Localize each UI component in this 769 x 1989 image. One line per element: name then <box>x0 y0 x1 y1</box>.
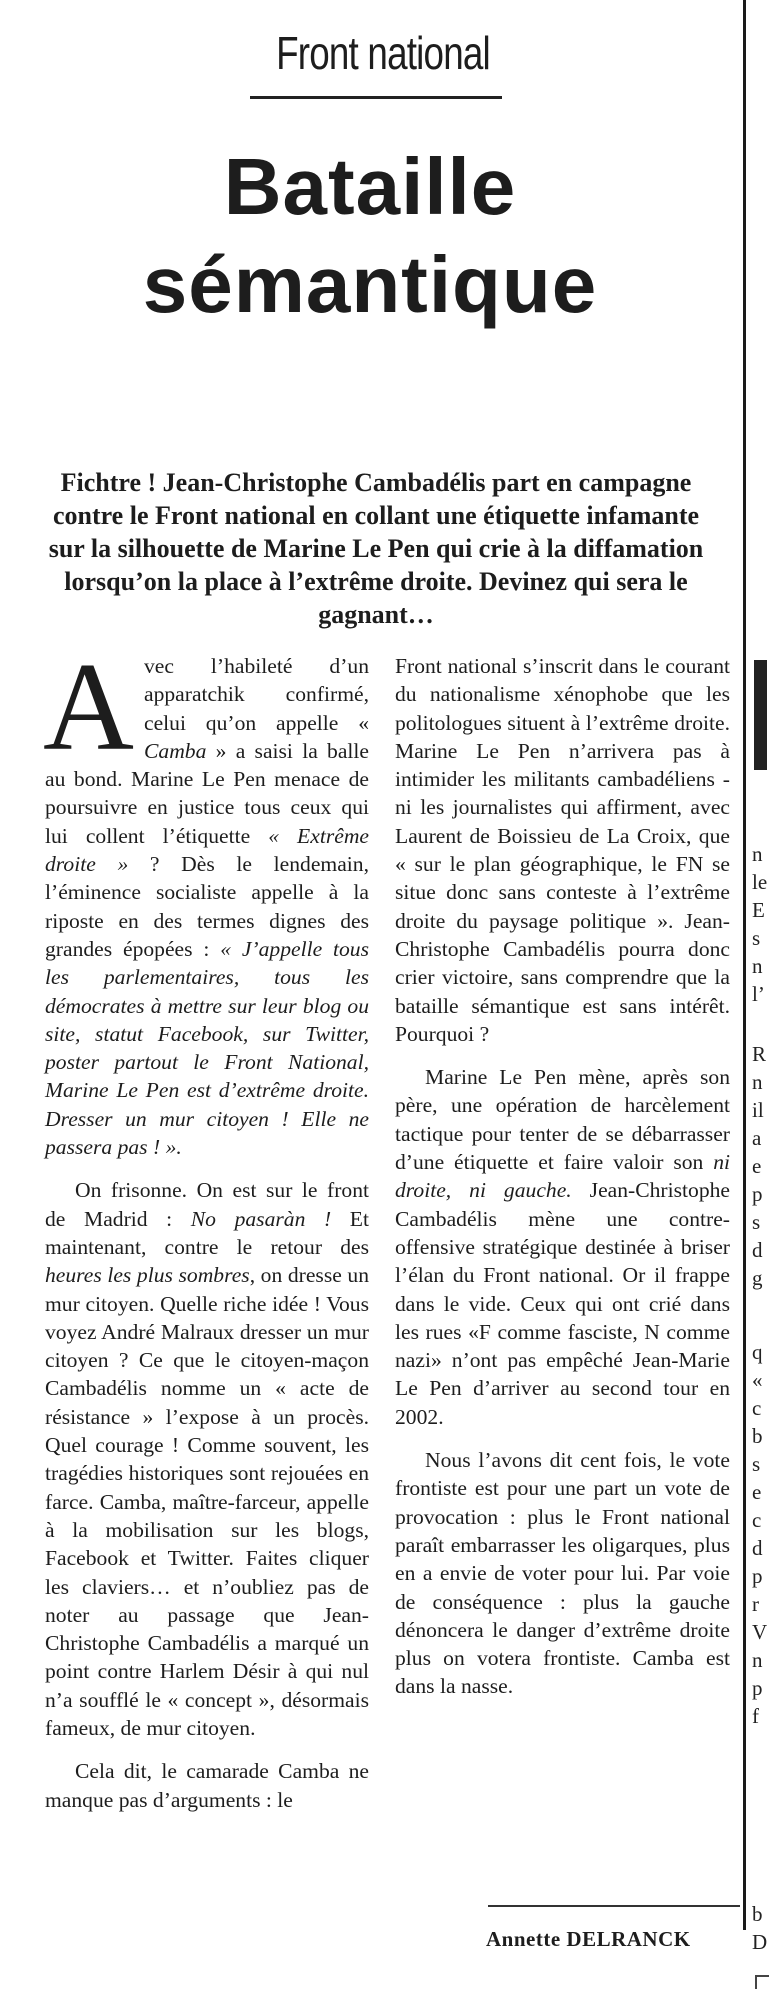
section-rubric: Front national <box>276 27 490 79</box>
headline: Bataille sémantique <box>142 142 598 329</box>
cropped-letter: q <box>752 1340 763 1364</box>
cropped-letter: e <box>752 1480 762 1504</box>
cropped-box <box>755 1975 769 1989</box>
cropped-letter: f <box>752 1704 759 1728</box>
cropped-letter: c <box>752 1396 762 1420</box>
paragraph: Nous l’avons dit cent fois, le vote frontiste est pour une part un vote de provocation : plus le Front national paraît embarrasser les oligarques, plus en a envie de voter pour lui. Par voie de conséquence : plus la gauche dénoncera le danger d’extrême droite plus on votera frontiste. Camba est dans la nasse. <box>395 1448 730 1699</box>
cropped-letter: g <box>752 1266 763 1290</box>
cropped-drop-cap <box>754 660 767 770</box>
cropped-letter: V <box>752 1620 768 1644</box>
cropped-letter: p <box>752 1182 763 1206</box>
cropped-letter: p <box>752 1564 763 1588</box>
cropped-letter: s <box>752 1210 761 1234</box>
cropped-letter: R <box>752 1042 767 1066</box>
cropped-letter: a <box>752 1126 762 1150</box>
cropped-letter: b <box>752 1902 763 1926</box>
cropped-letter: n <box>752 1648 763 1672</box>
cropped-letter: « <box>752 1368 763 1392</box>
byline: Annette DELRANCK <box>486 1927 691 1951</box>
paragraph: On frisonne. On est sur le front de Madrid : No pasaràn ! Et maintenant, contre le retour des heures les plus sombres, on dresse un mur citoyen. Quelle riche idée ! Vous voyez André Malraux dresser un mur citoyen ? Ce que le citoyen-maçon Cambadélis nomme un « acte de résistance » l’expose à un procès. Quel courage ! Comme souvent, les tragédies historiques sont rejouées en farce. Camba, maître-farceur, appelle à la mobilisation sur les blogs, Facebook et Twitter. Faites cliquer les claviers… et n’oubliez pas de noter au passage que Jean-Christophe Cambadélis a marqué un point contre Harlem Désir à qui nul n’a soufflé le « concept », désormais fameux, de mur citoyen. <box>45 1178 369 1740</box>
column-divider <box>743 0 746 1930</box>
cropped-letter: d <box>752 1536 763 1560</box>
cropped-letter: E <box>752 898 765 922</box>
standfirst: Fichtre ! Jean-Christophe Cambadélis part en campagne contre le Front national en collant une étiquette infamante sur la silhouette de Marine Le Pen qui crie à la diffamation lorsqu’on la place à l’extrême droite. Devinez qui sera le gagnant… <box>48 468 704 629</box>
cropped-letter: l’ <box>752 982 765 1006</box>
cropped-letter: e <box>752 1154 762 1178</box>
paragraph: Avec l’habileté d’un apparatchik confirmé, celui qu’on appelle « Camba » a saisi la balle au bond. Marine Le Pen menace de poursuivre en justice tous ceux qui lui collent l’étiquette « Extrême droite » ? Dès le lendemain, l’éminence socialiste appelle à la riposte en des termes dignes des grandes épopées : « J’appelle tous les parlementaires, tous les démocrates à mettre sur leur blog ou site, statut Facebook, sur Twitter, poster partout le Front National, Marine Le Pen est d’extrême droite. Dresser un mur citoyen ! Elle ne passera pas ! ». <box>43 638 369 1160</box>
cropped-letter: n <box>752 1070 763 1094</box>
article-column-2 <box>395 652 730 1716</box>
paragraph: Cela dit, le camarade Camba ne manque pas d’arguments : le <box>45 1759 369 1812</box>
cropped-letter: p <box>752 1676 763 1700</box>
next-article-edge <box>752 0 769 1989</box>
cropped-letter: d <box>752 1238 763 1262</box>
paragraph: Marine Le Pen mène, après son père, une opération de harcèlement tactique pour tenter de se débarrasser d’une étiquette et faire valoir son ni droite, ni gauche. Jean-Christophe Cambadélis mène une contre-offensive stratégique destinée à briser l’élan du Front national. Or il frappe dans le vide. Ceux qui ont crié dans les rues «F comme fasciste, N comme nazi» n’ont pas empêché Jean-Marie Le Pen d’arriver au second tour en 2002. <box>395 1065 730 1429</box>
cropped-letter: s <box>752 926 761 950</box>
rubric-underline <box>250 96 502 99</box>
cropped-letter: n <box>752 842 763 866</box>
cropped-letter: s <box>752 1452 761 1476</box>
cropped-letter: le <box>752 870 768 894</box>
cropped-letter: c <box>752 1508 762 1532</box>
cropped-letter: b <box>752 1424 763 1448</box>
paragraph: Front national s’inscrit dans le courant du nationalisme xénophobe que les politologues situent à l’extrême droite. Marine Le Pen n’arrivera pas à intimider les militants cambadéliens - ni les journalistes qui affirment, avec Laurent de Boissieu de La Croix, que « sur le plan géographique, le FN se situe donc sans conteste à l’extrême droite du paysage politique ». Jean-Christophe Cambadélis pourra donc crier victoire, sans comprendre que la bataille sémantique est sans intérêt. Pourquoi ? <box>395 654 730 1046</box>
drop-cap: A <box>43 638 134 777</box>
cropped-letter: D <box>752 1930 768 1954</box>
byline-rule <box>488 1905 740 1907</box>
cropped-letter: il <box>752 1098 764 1122</box>
cropped-letter: r <box>752 1592 759 1616</box>
article-column-1 <box>43 638 369 1829</box>
cropped-letter: n <box>752 954 763 978</box>
